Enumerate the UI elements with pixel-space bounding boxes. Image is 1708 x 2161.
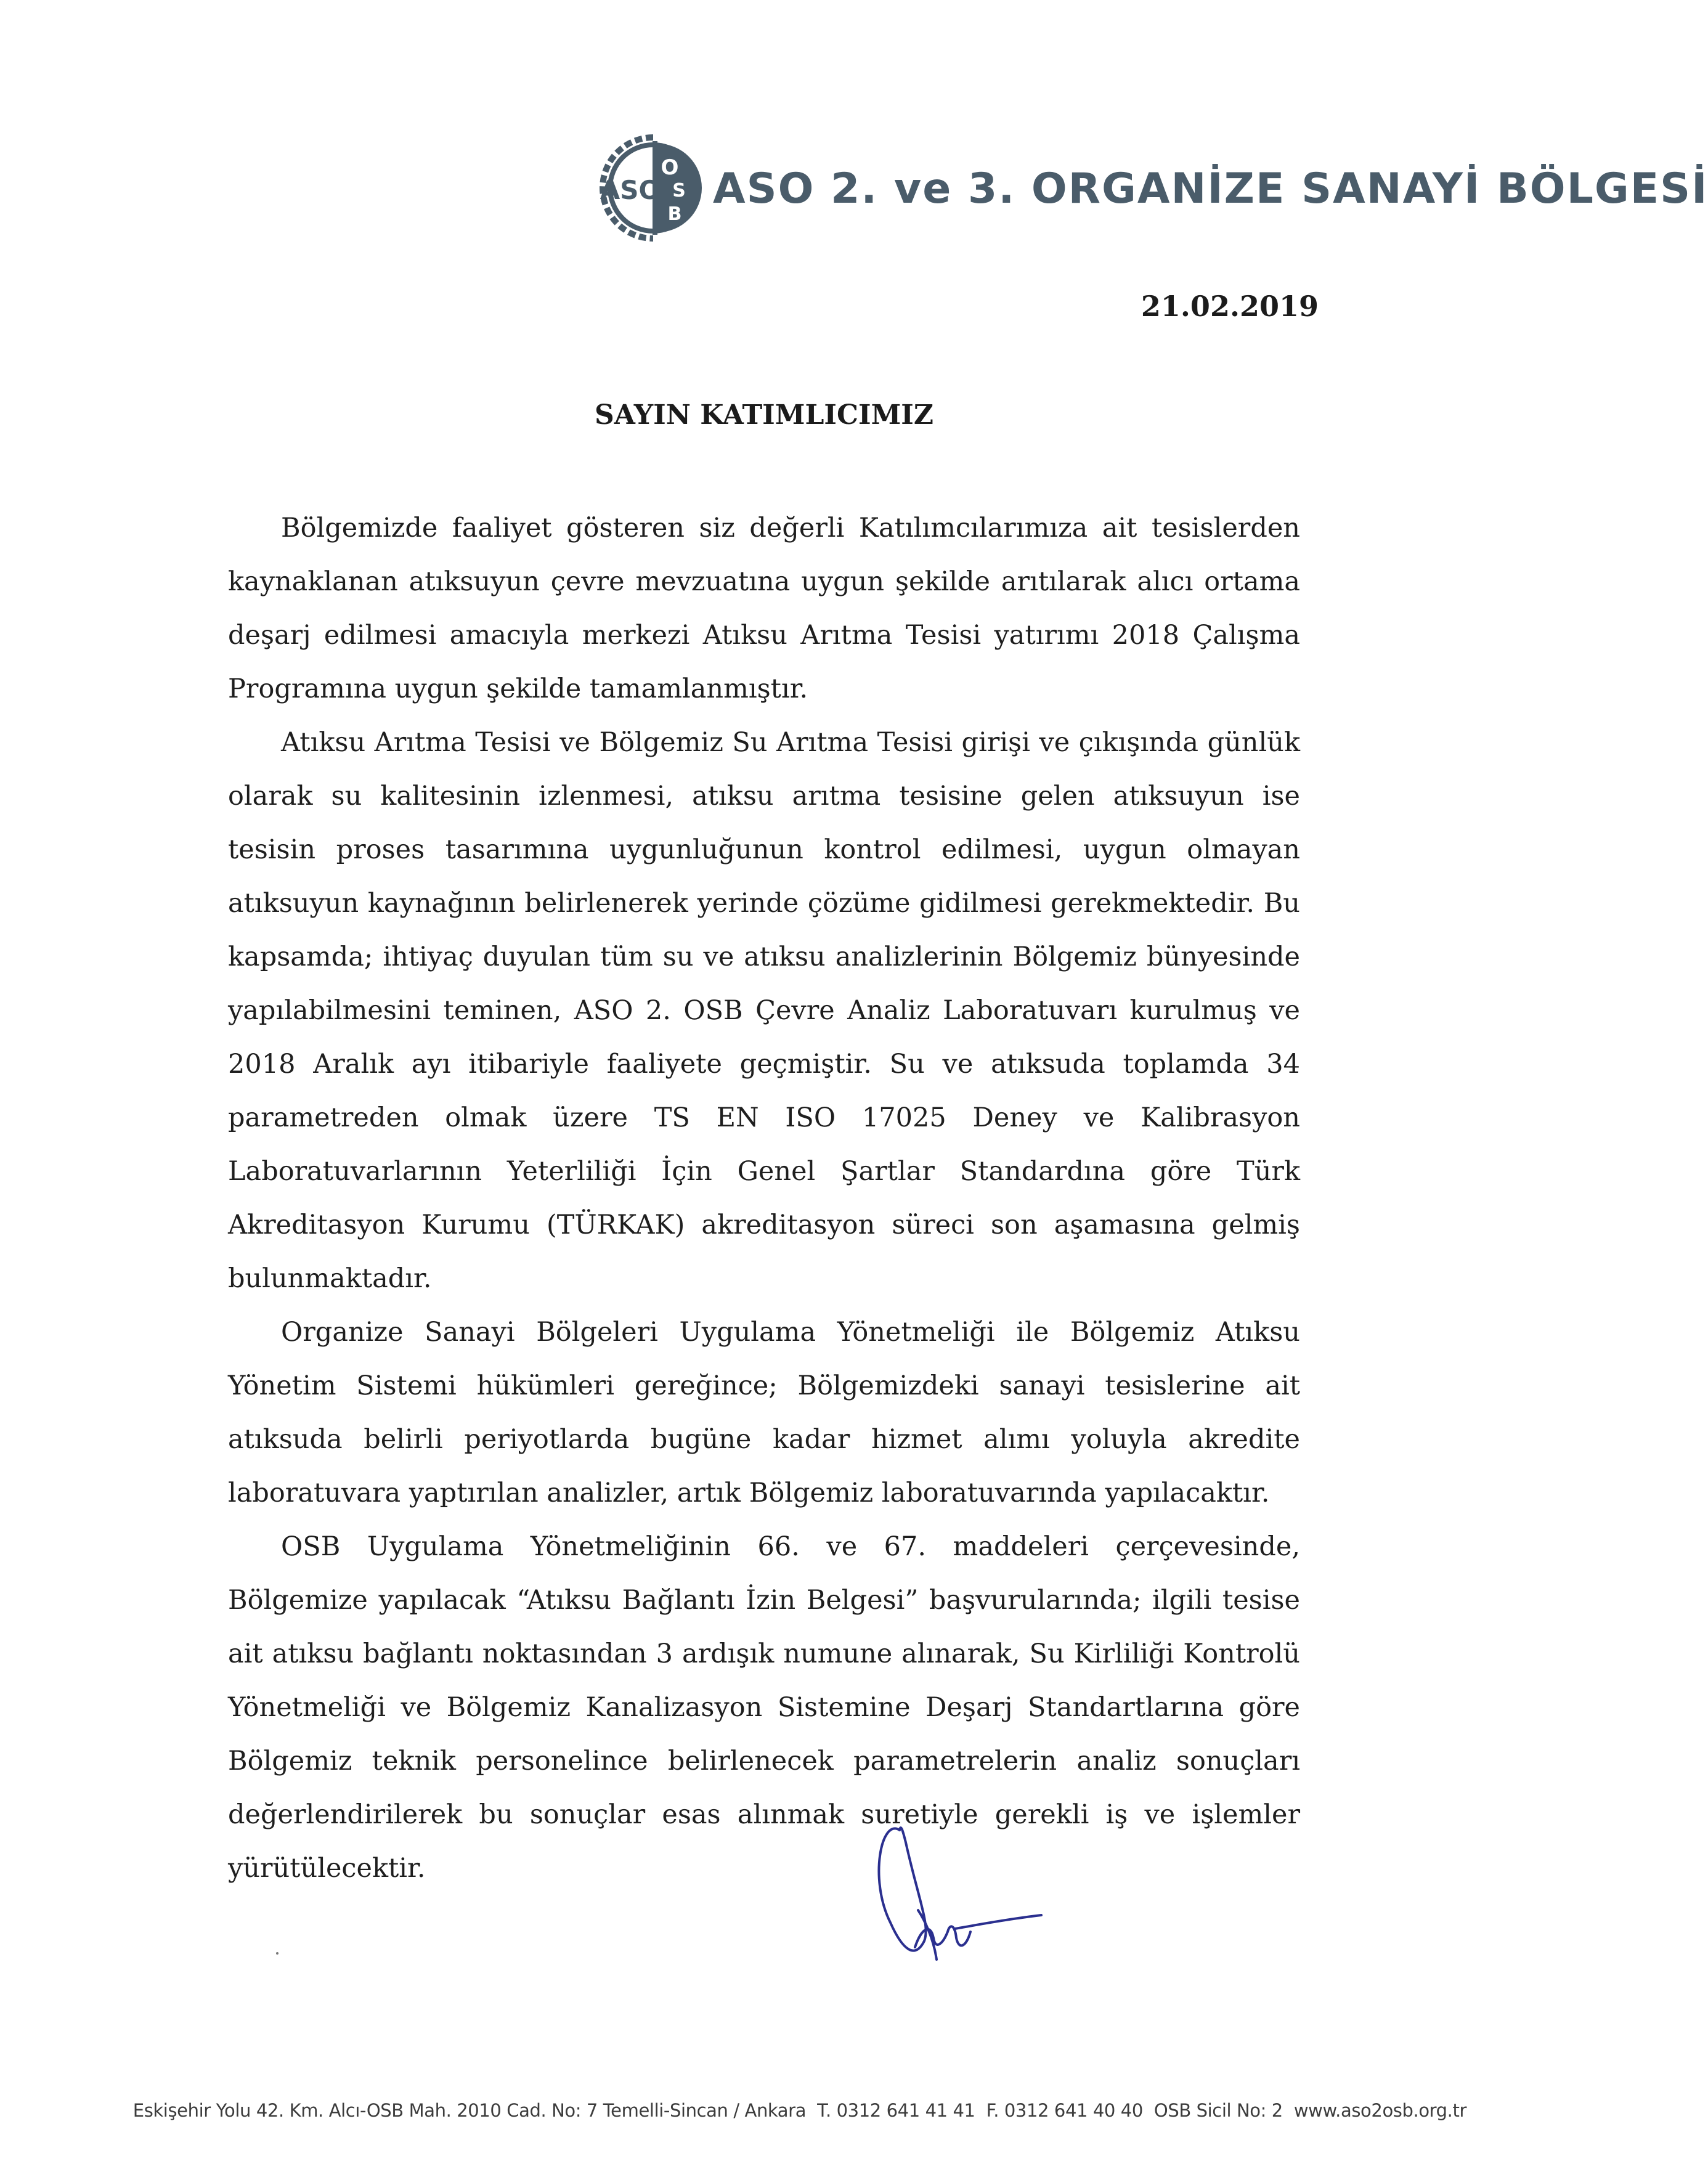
letter-body xyxy=(228,502,1300,1895)
footer-registry: OSB Sicil No: 2 xyxy=(1153,2100,1283,2121)
scan-speck xyxy=(276,1952,279,1955)
aso-osb-logo xyxy=(601,132,706,243)
footer-phone: T. 0312 641 41 41 xyxy=(817,2100,975,2121)
salutation: SAYIN KATIMLICIMIZ xyxy=(595,399,933,431)
svg-text:O: O xyxy=(661,155,679,180)
svg-text:B: B xyxy=(667,203,682,225)
organization-name: ASO 2. ve 3. ORGANİZE SANAYİ BÖLGESİ xyxy=(713,165,1708,213)
handwritten-signature xyxy=(856,1805,1060,1990)
paragraph: Bölgemizde faaliyet gösteren siz değerli Katılımcılarımıza ait tesislerden kaynaklanan atıksuyun çevre mevzuatına uygun şekilde arıtılarak alıcı ortama deşarj edilmesi amacıyla merkezi Atıksu Arıtma Tesisi yatırımı 2018 Çalışma Programına uygun şekilde tamamlanmıştır. xyxy=(228,513,1300,704)
letterhead xyxy=(600,126,1708,250)
paragraph: Organize Sanayi Bölgeleri Uygulama Yönetmeliği ile Bölgemiz Atıksu Yönetim Sistemi hükümleri gereğince; Bölgemizdeki sanayi tesislerine ait atıksuda belirli periyotlarda bugüne kadar hizmet alımı yoluyla akredite laboratuvara yaptırılan analizler, artık Bölgemiz laboratuvarında yapılacaktır. xyxy=(228,1317,1300,1508)
paragraph: Atıksu Arıtma Tesisi ve Bölgemiz Su Arıtma Tesisi girişi ve çıkışında günlük olarak su kalitesinin izlenmesi, atıksu arıtma tesisine gelen atıksuyun ise tesisin proses tasarımına uygunluğunun kontrol edilmesi, uygun olmayan atıksuyun kaynağının belirlenerek yerinde çözüme gidilmesi gerekmektedir. Bu kapsamda; ihtiyaç duyulan tüm su ve atıksu analizlerinin Bölgemiz bünyesinde yapılabilmesini teminen, ASO 2. OSB Çevre Analiz Laboratuvarı kurulmuş ve 2018 Aralık ayı itibariyle faaliyete geçmiştir. Su ve atıksuda toplamda 34 parametreden olmak üzere TS EN ISO 17025 Deney ve Kalibrasyon Laboratuvarlarının Yeterliliği İçin Genel Şartlar Standardına göre Türk Akreditasyon Kurumu (TÜRKAK) akreditasyon süreci son aşamasına gelmiş bulunmaktadır. xyxy=(228,727,1300,1294)
svg-text:S: S xyxy=(672,180,686,201)
svg-text:ASO: ASO xyxy=(600,175,661,205)
footer-fax: F. 0312 641 40 40 xyxy=(986,2100,1143,2121)
footer-website[interactable]: www.aso2osb.org.tr xyxy=(1293,2100,1466,2121)
letter-date: 21.02.2019 xyxy=(1141,290,1319,323)
paragraph: OSB Uygulama Yönetmeliğinin 66. ve 67. maddeleri çerçevesinde, Bölgemize yapılacak “Atıksu Bağlantı İzin Belgesi” başvurularında; ilgili tesise ait atıksu bağlantı noktasından 3 ardışık numune alınarak, Su Kirliliği Kontrolü Yönetmeliği ve Bölgemiz Kanalizasyon Sistemine Deşarj Standartlarına göre Bölgemiz teknik personelince belirlenecek parametrelerin analiz sonuçları değerlendirilerek bu sonuçlar esas alınmak suretiyle gerekli iş ve işlemler yürütülecektir. xyxy=(228,1531,1300,1884)
footer-address: Eskişehir Yolu 42. Km. Alcı-OSB Mah. 2010 Cad. No: 7 Temelli-Sincan / Ankara xyxy=(132,2100,807,2121)
footer xyxy=(80,2100,1466,2121)
